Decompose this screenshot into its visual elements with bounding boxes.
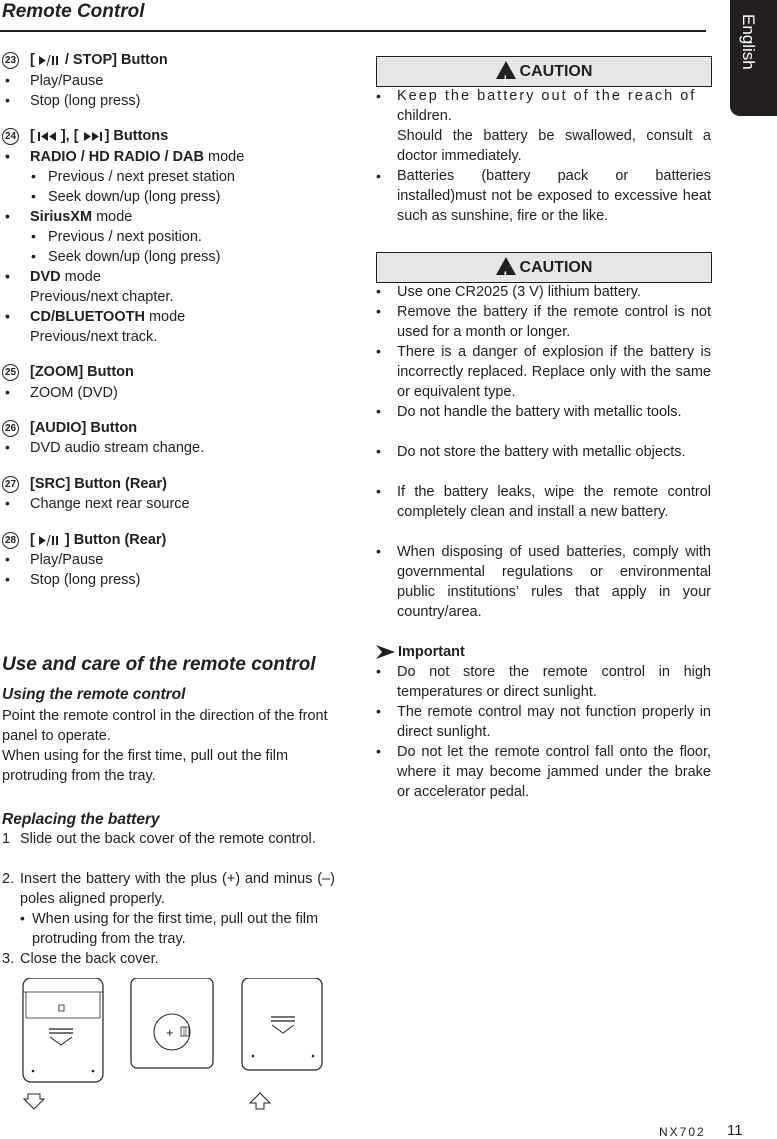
- care-heading: Use and care of the remote control: [2, 654, 316, 675]
- bullet: •: [376, 483, 381, 499]
- item-number-27: 27: [2, 476, 19, 493]
- step2-number: 2.: [2, 871, 15, 887]
- item-27-b1: Change next rear source: [30, 496, 190, 512]
- model-number: NX702: [659, 1125, 706, 1139]
- caution2-item-5: If the battery leaks, wipe the remote control completely clean and install a new battery.: [397, 484, 711, 520]
- bullet: •: [5, 571, 10, 587]
- using-heading: Using the remote control: [2, 686, 186, 703]
- item-28-b1: Play/Pause: [30, 552, 104, 568]
- bullet: •: [31, 228, 36, 244]
- remote-illustration-2: [131, 978, 213, 1068]
- caution1-b1-line1: Keep the battery out of the reach of: [397, 88, 697, 104]
- item-number-24: 24: [2, 128, 19, 145]
- item-26-title: [AUDIO] Button: [30, 420, 138, 436]
- item-number-26: 26: [2, 420, 19, 437]
- remote-illustration-3: [242, 978, 322, 1109]
- item-24-sirius-s1: Previous / next position.: [48, 229, 202, 245]
- item-26-b1: DVD audio stream change.: [30, 440, 205, 456]
- important-item-1: The remote control may not function properly in direct sunlight.: [397, 704, 711, 740]
- item-25-b1: ZOOM (DVD): [30, 385, 118, 401]
- item-23-b1: Play/Pause: [30, 73, 104, 89]
- item-24-radio: RADIO / HD RADIO / DAB mode: [30, 149, 245, 165]
- play-pause-icon: [37, 535, 59, 546]
- using-p1: Point the remote control in the direction of the front panel to operate.: [2, 708, 328, 744]
- arrow-down-icon: [24, 1094, 44, 1109]
- bullet: •: [5, 551, 10, 567]
- step2-text: Insert the battery with the plus (+) and minus (–) poles aligned properly.: [20, 871, 335, 907]
- battery-heading: Replacing the battery: [2, 811, 160, 828]
- item-24-cd: CD/BLUETOOTH mode: [30, 309, 186, 325]
- bullet: •: [5, 268, 10, 284]
- item-24-radio-s1: Previous / next preset station: [48, 169, 235, 185]
- item-24-radio-s2: Seek down/up (long press): [48, 189, 221, 205]
- bullet: •: [5, 72, 10, 88]
- bullet: •: [376, 403, 381, 419]
- item-number-25: 25: [2, 364, 19, 381]
- caution-box-2: ! CAUTION: [376, 252, 712, 283]
- page-number: 11: [727, 1122, 743, 1139]
- bullet: •: [376, 443, 381, 459]
- item-24-sirius-s2: Seek down/up (long press): [48, 249, 221, 265]
- bullet: •: [376, 168, 381, 184]
- page-title: Remote Control: [2, 1, 145, 22]
- warning-icon: !: [496, 61, 516, 79]
- bullet: •: [5, 439, 10, 455]
- caution-box-1: ! CAUTION: [376, 56, 712, 87]
- previous-track-icon: [37, 131, 59, 142]
- important-item-0: Do not store the remote control in high temperatures or direct sunlight.: [397, 664, 711, 700]
- bullet: •: [376, 343, 381, 359]
- bullet: •: [5, 208, 10, 224]
- item-27-title: [SRC] Button (Rear): [30, 476, 167, 492]
- next-track-icon: [81, 131, 103, 142]
- item-28-b2: Stop (long press): [30, 572, 141, 588]
- item-number-23: 23: [2, 52, 19, 69]
- step1-number: 1: [2, 831, 11, 847]
- item-24-dvd-text: Previous/next chapter.: [30, 289, 174, 305]
- bullet: •: [5, 92, 10, 108]
- bullet: •: [376, 703, 381, 719]
- item-25-title: [ZOOM] Button: [30, 364, 134, 380]
- step3-number: 3.: [2, 951, 15, 967]
- arrow-up-icon: [250, 1093, 270, 1109]
- item-24-dvd: DVD mode: [30, 269, 101, 285]
- caution2-item-4: Do not store the battery with metallic objects.: [397, 444, 686, 460]
- bullet: •: [31, 248, 36, 264]
- bullet: •: [376, 283, 381, 299]
- bullet: •: [31, 188, 36, 204]
- bullet: •: [5, 384, 10, 400]
- using-p2: When using for the first time, pull out the film protruding from the tray.: [2, 748, 289, 784]
- item-24-cd-text: Previous/next track.: [30, 329, 158, 345]
- bullet: •: [376, 303, 381, 319]
- bullet: •: [376, 743, 381, 759]
- step1-text: Slide out the back cover of the remote control.: [20, 831, 316, 847]
- bullet: •: [376, 663, 381, 679]
- caution2-item-0: Use one CR2025 (3 V) lithium battery.: [397, 284, 641, 300]
- bullet: •: [31, 168, 36, 184]
- remote-illustration-1: [23, 978, 103, 1109]
- caution2-item-1: Remove the battery if the remote control is not used for a month or longer.: [397, 304, 711, 340]
- battery-illustrations: [16, 978, 336, 1114]
- item-24-sirius: SiriusXM mode: [30, 209, 133, 225]
- arrow-right-icon: [376, 645, 396, 659]
- step3-text: Close the back cover.: [20, 951, 159, 967]
- language-tab: [730, 0, 777, 116]
- step2-sub: When using for the first time, pull out the film protruding from the tray.: [32, 911, 319, 947]
- caution1-b2: Batteries (battery pack or batteries installed)must not be exposed to excessive heat such as sunshine, fire or the like.: [397, 168, 711, 224]
- bullet: •: [376, 88, 381, 104]
- caution2-item-6: When disposing of used batteries, comply with governmental regulations or environmental public institutions’ rules that apply in your country/area.: [397, 544, 711, 620]
- warning-icon: !: [496, 257, 516, 275]
- caution1-b1-tail: children.: [397, 108, 452, 124]
- item-23-title: [ / STOP] Button: [30, 52, 168, 68]
- item-number-28: 28: [2, 532, 19, 549]
- bullet: •: [5, 495, 10, 511]
- important-item-2: Do not let the remote control fall onto the floor, where it may become jammed under the brake or accelerator pedal.: [397, 744, 711, 800]
- caution2-item-2: There is a danger of explosion if the battery is incorrectly replaced. Replace only with the same or equivalent type.: [397, 344, 711, 400]
- battery-plus-sign: +: [166, 1025, 174, 1040]
- important-heading: Important: [376, 642, 465, 662]
- caution1-b1-p2: Should the battery be swallowed, consult a doctor immediately.: [397, 128, 711, 164]
- language-tab-label: English: [739, 14, 758, 70]
- item-28-title: [ ] Button (Rear): [30, 532, 167, 548]
- item-24-title: [ ], [ ] Buttons: [30, 128, 169, 144]
- header-rule: [0, 30, 706, 32]
- bullet: •: [20, 910, 25, 926]
- item-23-b2: Stop (long press): [30, 93, 141, 109]
- bullet: •: [5, 308, 10, 324]
- caution2-item-3: Do not handle the battery with metallic tools.: [397, 404, 682, 420]
- bullet: •: [5, 148, 10, 164]
- bullet: •: [376, 543, 381, 559]
- play-pause-icon: [37, 55, 59, 66]
